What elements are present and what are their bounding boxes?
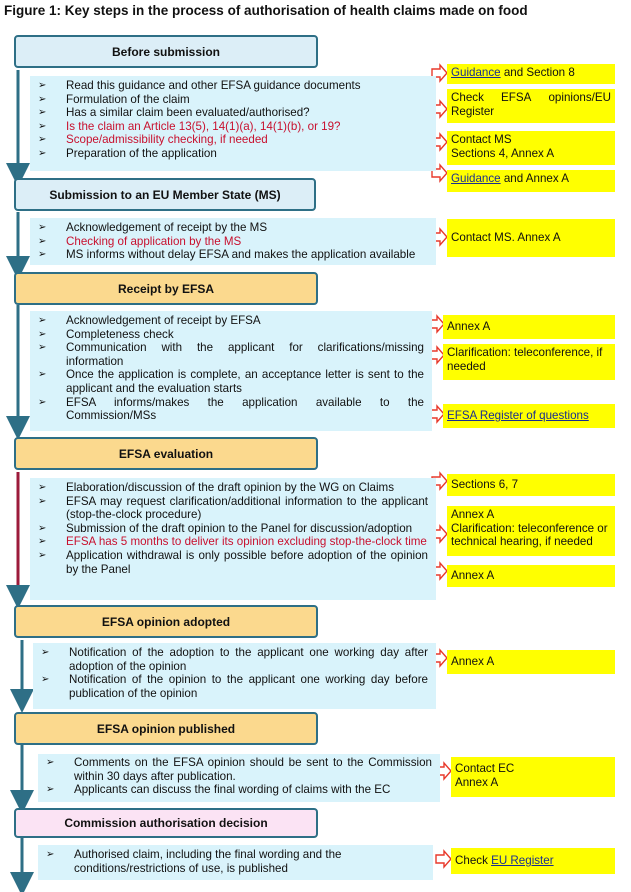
efsa-register-link[interactable]: EFSA Register of questions bbox=[447, 409, 589, 422]
figure-title: Figure 1: Key steps in the process of authorisation of health claims made on food bbox=[4, 3, 528, 18]
list-item: ➢ Once the application is complete, an acceptance letter is sent to the applicant and the evaluation starts bbox=[38, 368, 424, 395]
step-box-commission-decision bbox=[38, 845, 433, 880]
list-item: ➢ EFSA may request clarification/additional information to the applicant (stop-the-clock procedure) bbox=[38, 495, 428, 522]
note-annexA: Annex A bbox=[443, 315, 615, 339]
list-item: ➢ MS informs without delay EFSA and makes the application available bbox=[38, 248, 428, 262]
stage-efsa-evaluation bbox=[14, 437, 318, 470]
stage-label: Before submission bbox=[111, 44, 221, 59]
list-item: ➢ Authorised claim, including the final wording and the conditions/restrictions of use, is published bbox=[46, 848, 425, 875]
stage-label: Submission to an EU Member State (MS) bbox=[49, 187, 281, 202]
list-item: ➢ EFSA informs/makes the application available to the Commission/MSs bbox=[38, 396, 424, 423]
list-item: ➢ Checking of application by the MS bbox=[38, 235, 428, 249]
guidance-link[interactable]: Guidance bbox=[451, 172, 501, 185]
note-annexA: Annex A bbox=[447, 650, 615, 674]
list-item: ➢ EFSA has 5 months to deliver its opinion excluding stop-the-clock time bbox=[38, 535, 428, 549]
step-box-receipt-by-efsa bbox=[30, 311, 432, 431]
note-text: and Annex A bbox=[500, 172, 569, 185]
list-item: ➢ Notification of the opinion to the applicant one working day before publication of the opinion bbox=[41, 673, 428, 700]
note-text: Annex A bbox=[455, 775, 499, 789]
list-item: ➢ Formulation of the claim bbox=[38, 93, 428, 107]
note-guidance-annexA bbox=[447, 170, 615, 192]
note-guidance-section8 bbox=[447, 64, 615, 84]
note-text: Register bbox=[451, 104, 495, 118]
note-contact-ms bbox=[447, 131, 615, 165]
note-annexA: Annex A bbox=[447, 565, 615, 587]
step-box-submission-ms bbox=[30, 218, 436, 265]
stage-label: Commission authorisation decision bbox=[64, 816, 268, 830]
note-check-eu-register bbox=[451, 848, 615, 874]
note-contact-ec bbox=[451, 757, 615, 797]
list-item: ➢ Applicants can discuss the final wording of claims with the EC bbox=[46, 783, 432, 797]
list-item: ➢ Notification of the adoption to the applicant one working day after adoption of the opinion bbox=[41, 646, 428, 673]
list-item: ➢ Application withdrawal is only possible before adoption of the opinion by the Panel bbox=[38, 549, 428, 576]
note-text: opinions/EU bbox=[548, 91, 611, 104]
note-text: Annex A bbox=[451, 508, 495, 521]
list-item: ➢ Completeness check bbox=[38, 328, 424, 342]
note-annexA-clarification bbox=[447, 506, 615, 556]
list-item: ➢ Preparation of the application bbox=[38, 147, 428, 161]
list-item: ➢ Acknowledgement of receipt by EFSA bbox=[38, 314, 424, 328]
note-text: Contact EC bbox=[455, 762, 515, 775]
note-text: Contact MS bbox=[451, 133, 512, 146]
stage-label: EFSA opinion published bbox=[96, 721, 236, 736]
stage-label: EFSA opinion adopted bbox=[101, 614, 231, 629]
note-text: Check bbox=[451, 91, 484, 104]
list-item: ➢ Has a similar claim been evaluated/authorised? bbox=[38, 106, 428, 120]
note-clarification-teleconference: Clarification: teleconference, if needed bbox=[443, 344, 615, 380]
note-text: Clarification: teleconference or technical hearing, if needed bbox=[451, 521, 608, 549]
list-item: ➢ Submission of the draft opinion to the Panel for discussion/adoption bbox=[38, 522, 428, 536]
step-box-opinion-adopted bbox=[33, 643, 436, 709]
stage-label: Receipt by EFSA bbox=[117, 281, 215, 296]
stage-commission-decision bbox=[14, 808, 318, 838]
list-item: ➢ Scope/admissibility checking, if needed bbox=[38, 133, 428, 147]
eu-register-link[interactable]: EU Register bbox=[491, 854, 554, 867]
stage-opinion-adopted bbox=[14, 605, 318, 638]
note-text: EFSA bbox=[501, 91, 532, 104]
stage-receipt-by-efsa bbox=[14, 272, 318, 305]
list-item: ➢ Acknowledgement of receipt by the MS bbox=[38, 221, 428, 235]
note-efsa-register-questions bbox=[443, 404, 615, 428]
stage-before-submission bbox=[14, 35, 318, 68]
stage-opinion-published bbox=[14, 712, 318, 745]
note-text: Sections 4, Annex A bbox=[451, 146, 555, 160]
list-item: ➢ Read this guidance and other EFSA guidance documents bbox=[38, 79, 428, 93]
step-box-opinion-published bbox=[38, 754, 440, 802]
list-item: ➢ Communication with the applicant for clarifications/missing information bbox=[38, 341, 424, 368]
guidance-link[interactable]: Guidance bbox=[451, 66, 501, 79]
list-item: ➢ Elaboration/discussion of the draft opinion by the WG on Claims bbox=[38, 481, 428, 495]
pointer-arrow bbox=[436, 851, 451, 867]
note-sections-6-7: Sections 6, 7 bbox=[447, 474, 615, 496]
note-check-efsa-register bbox=[447, 89, 615, 123]
note-contact-ms-annexA: Contact MS. Annex A bbox=[447, 219, 615, 257]
list-item: ➢ Is the claim an Article 13(5), 14(1)(a), 14(1)(b), or 19? bbox=[38, 120, 428, 134]
stage-label: EFSA evaluation bbox=[118, 446, 214, 461]
note-text: Check bbox=[455, 854, 492, 867]
stage-submission-ms bbox=[14, 178, 316, 211]
note-text: and Section 8 bbox=[500, 66, 575, 79]
step-box-before-submission bbox=[30, 76, 436, 171]
list-item: ➢ Comments on the EFSA opinion should be sent to the Commission within 30 days after publication. bbox=[46, 756, 432, 783]
step-box-efsa-evaluation bbox=[30, 478, 436, 600]
